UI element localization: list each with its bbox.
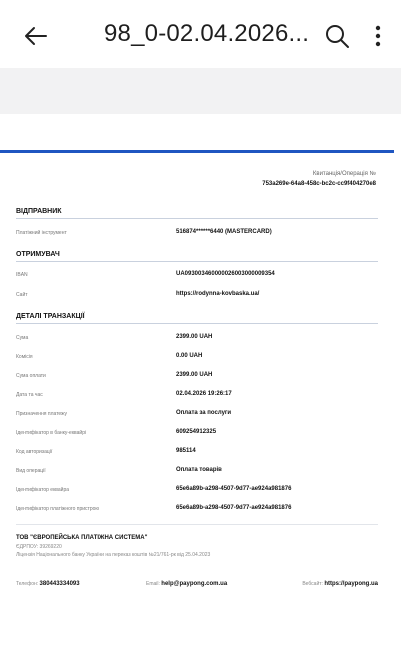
section-receiver: ОТРИМУВАЧ: [16, 251, 378, 262]
receipt-document: [0, 150, 394, 613]
row-value: Оплата за послуги: [176, 410, 232, 416]
row-site: [16, 292, 378, 304]
toolbar-area: [0, 68, 401, 114]
row-datetime: [16, 392, 378, 404]
row-key: Сума: [16, 335, 29, 341]
row-value: Оплата товарів: [176, 467, 222, 473]
row-value: 0.00 UAH: [176, 353, 203, 359]
row-value: 02.04.2026 19:26:17: [176, 391, 232, 397]
row-key: Сайт: [16, 292, 28, 298]
document-title: 98_0-02.04.2026...: [104, 20, 310, 47]
footer-email: [146, 581, 227, 587]
row-key: IBAN: [16, 272, 28, 278]
phone-value: 380443334093: [39, 581, 80, 587]
row-value: 2399.00 UAH: [176, 334, 213, 340]
row-value: https://rodynna-kovbaska.ua/: [176, 291, 260, 297]
row-key: Дата та час: [16, 392, 43, 398]
license-text: Ліцензія Національного банку України на переказ коштів №21/761-рк від 25.04.2023: [16, 552, 211, 558]
row-key: Вид операції: [16, 468, 46, 474]
row-key: Код авторизації: [16, 449, 53, 455]
row-acquirer-id: [16, 487, 378, 499]
arrow-left-icon[interactable]: [22, 22, 50, 50]
row-amount: [16, 335, 378, 347]
row-device-id: [16, 506, 378, 518]
row-key: Ідентифікатор еквайра: [16, 487, 70, 493]
edrpou-code: ЄДРПОУ: 39269220: [16, 544, 62, 550]
row-payment-instrument: [16, 230, 378, 242]
row-key: Ідентифікатор в банку-еквайрі: [16, 430, 87, 436]
row-value: 516874******6440 (MASTERCARD): [176, 229, 272, 235]
email-label: Email:: [146, 581, 160, 587]
row-value: 609254912325: [176, 429, 217, 435]
search-icon[interactable]: [324, 23, 350, 49]
row-key: Сума оплати: [16, 373, 46, 379]
row-iban: [16, 272, 378, 284]
row-purpose: [16, 411, 378, 423]
more-vertical-icon[interactable]: [370, 24, 386, 48]
row-operation-type: [16, 468, 378, 480]
row-value: 65e6a89b-a298-4507-9d77-ae924a981876: [176, 486, 292, 492]
row-key: Комісія: [16, 354, 33, 360]
footer-phone: [16, 581, 80, 587]
website-value: https://paypong.ua: [324, 581, 378, 587]
row-value: UA093003460000026003000009354: [176, 271, 275, 277]
top-app-bar: [0, 0, 401, 68]
transaction-id: 753a269e-64a8-458c-bc2c-cc9f404270e8: [262, 181, 376, 187]
row-acquirer-bank-id: [16, 430, 378, 442]
footer-website: [302, 581, 378, 587]
transaction-label: Квитанція/Операція №: [312, 171, 376, 177]
row-value: 985114: [176, 448, 196, 454]
row-key: Призначення платежу: [16, 411, 68, 417]
section-sender: ВІДПРАВНИК: [16, 208, 378, 219]
section-details: ДЕТАЛІ ТРАНЗАКЦІЇ: [16, 313, 378, 324]
row-value: 2399.00 UAH: [176, 372, 213, 378]
phone-label: Телефон:: [16, 581, 39, 587]
email-value: help@paypong.com.ua: [161, 581, 228, 587]
divider: [16, 524, 378, 525]
row-commission: [16, 354, 378, 366]
row-key: Ідентифікатор платіжного пристрою: [16, 506, 100, 512]
row-payment-amount: [16, 373, 378, 385]
organization-name: ТОВ "ЄВРОПЕЙСЬКА ПЛАТІЖНА СИСТЕМА": [16, 535, 148, 541]
row-key: Платіжний інструмент: [16, 230, 67, 236]
row-auth-code: [16, 449, 378, 461]
row-value: 65e6a89b-a298-4507-9d77-ae924a981876: [176, 505, 292, 511]
website-label: Вебсайт:: [302, 581, 323, 587]
